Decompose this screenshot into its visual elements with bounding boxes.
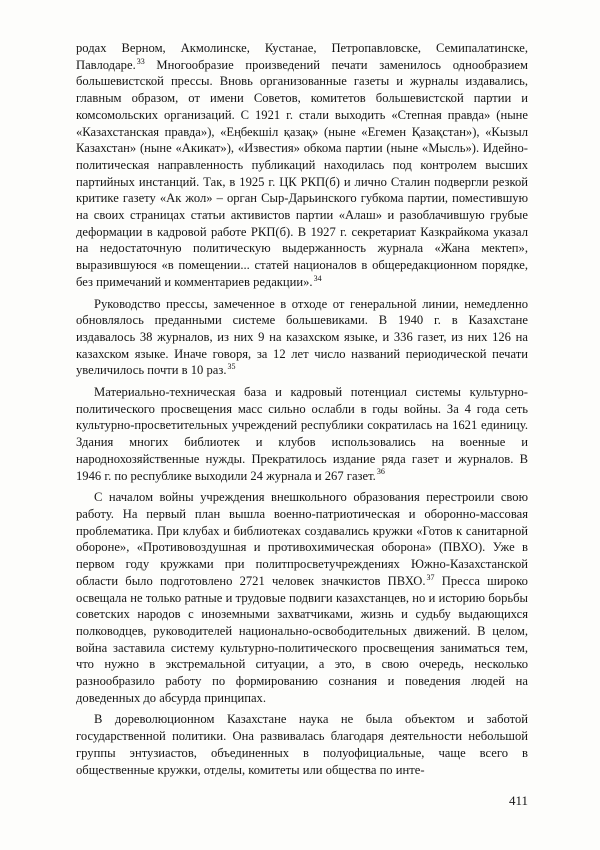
paragraph (76, 296, 528, 380)
paragraph (76, 40, 528, 291)
footnote-marker: 36 (376, 467, 385, 477)
footnote-marker: 34 (313, 273, 322, 283)
paragraph-text: С началом войны учреждения внешкольного образования перестроили свою работу. На первый план вышла военно-патриотическая и оборонно-массовая проблематика. При клубах и библиотеках создавались кружки «Готов к санитарной обороне», «Противовоздушная и противохимическая оборона» (ПВХО). Уже в первом году кружками при политпросветучреждениях Южно-Казахстанской области было подготовлено 2721 человек значкистов ПВХО. (76, 490, 528, 588)
paragraph-text: В дореволюционном Казахстане наука не была объектом и заботой государственной политики. Она развивалась благодаря деятельности небольшой группы энтузиастов, объединенных в полуофициальные, чаще всего в общественные кружки, отделы, комитеты или общества по инте- (76, 712, 528, 777)
paragraph (76, 489, 528, 706)
paragraph (76, 384, 528, 484)
paragraph (76, 711, 528, 778)
body-text (76, 40, 528, 778)
footnote-marker: 33 (136, 56, 145, 66)
footnote-marker: 35 (227, 362, 236, 372)
paragraph-text: Руководство прессы, замеченное в отходе от генеральной линии, немедленно обновлялось преданными системе большевиками. В 1940 г. в Казахстане издавалось 38 журналов, из них 9 на казахском языке, и 336 газет, из них 126 на казахском языке. Иначе говоря, за 12 лет число названий периодической печати увеличилось почти в 10 раз. (76, 296, 528, 378)
paragraph-text: родах Верном, Акмолинске, Кустанае, Петропавловске, Семипалатинске, Павлодаре. (76, 41, 528, 72)
footnote-marker: 37 (426, 572, 435, 582)
paragraph-text: Материально-техническая база и кадровый потенциал системы культурно-политического просвещения масс сильно ослабли в годы войны. За 4 года сеть культурно-просветительных учреждений республики сократилась на 1621 единицу. Здания многих библиотек и клубов использовались на военные и народнохозяйственные нужды. Прекратилось издание ряда газет и журналов. В 1946 г. по республике выходили 24 журнала и 267 газет. (76, 385, 528, 483)
paragraph-text: Многообразие произведений печати заменилось однообразием большевистской прессы. Вновь организованные газеты и журналы издавались, главным образом, от имени Советов, комитетов большевистской партии и комсомольских организаций. С 1921 г. стали выходить «Степная правда» (ныне «Казахстанская правда»), «Еңбекшiл қазақ» (ныне «Егемен Қазақстан»), «Кызыл Казахстан» (ныне «Акикат»), «Известия» обкома партии (ныне «Мысль»). Идейно-политическая направленность публикаций находилась под контролем высших партийных инстанций. Так, в 1925 г. ЦК РКП(б) и лично Сталин подвергли резкой критике газету «Ак жол» – орган Сыр-Дарьинского губкома партии, поместившую на своих страницах статьи активистов партии «Алаш» и разоблачившую грубые деформации в кадровой работе РКП(б). В 1927 г. секретариат Казкрайкома указал на недостаточную политическую выдержанность журнала «Жана мектеп», выразившуюся «в помещении... статей националов в общередакционном порядке, без примечаний и комментариев редакции». (76, 57, 528, 289)
paragraph-text: Пресса широко освещала не только ратные и трудовые подвиги казахстанцев, но и историю борьбы советских народов с иноземными захватчиками, жизнь и судьбу выдающихся полководцев, руководителей национально-освободительных движений. В целом, война заставила систему культурно-политического просвещения заниматься тем, что нужно в экстремальной ситуации, а это, в свою очередь, несколько разнообразило работу по формированию сознания и поведения людей на доведенных до абсурда принципах. (76, 573, 528, 705)
page-number: 411 (508, 793, 528, 808)
